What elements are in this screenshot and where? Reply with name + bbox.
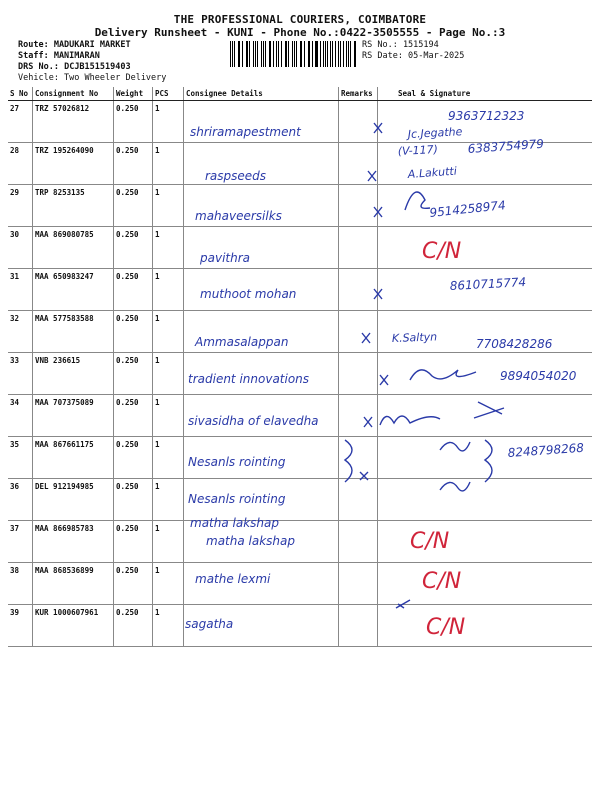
cell-signature: [378, 395, 593, 437]
cell-remarks: [339, 269, 378, 311]
cell-signature: [378, 311, 593, 353]
barcode-bar: [249, 41, 250, 67]
cell-consignee: [184, 143, 339, 185]
handwritten-name: muthoot mohan: [200, 287, 297, 301]
cell-signature: [378, 605, 593, 647]
col-consignee: Consignee Details: [184, 87, 339, 101]
cell-consignee: [184, 269, 339, 311]
cell-consignee: [184, 311, 339, 353]
barcode-bar: [239, 41, 240, 67]
barcode-bar: [330, 41, 331, 67]
cell-sno: 28: [8, 143, 33, 185]
table-row: [8, 437, 592, 479]
cell-weight: 0.250: [114, 185, 153, 227]
cell-pcs: 1: [153, 563, 184, 605]
cell-pcs: 1: [153, 395, 184, 437]
cell-sno: 35: [8, 437, 33, 479]
cell-consignee: [184, 353, 339, 395]
handwritten-name: raspseeds: [205, 169, 267, 183]
drs-label: DRS No.:: [18, 62, 59, 72]
table-row: [8, 563, 592, 605]
cell-consignee: [184, 563, 339, 605]
cell-pcs: 1: [153, 605, 184, 647]
cell-sno: 38: [8, 563, 33, 605]
runsheet-subtitle: Delivery Runsheet - KUNI - Phone No.:0422-3505555 - Page No.:3: [94, 26, 506, 39]
cell-remarks: [339, 437, 378, 479]
cn-mark: C/N: [426, 615, 466, 640]
cell-signature: [378, 101, 593, 143]
table-row: [8, 269, 592, 311]
handwritten-name: matha lakshap: [190, 516, 279, 530]
cell-pcs: 1: [153, 101, 184, 143]
company-title: THE PROFESSIONAL COURIERS, COIMBATORE: [173, 13, 427, 26]
col-consignment: Consignment No: [33, 87, 114, 101]
handwritten-signature: (V-117): [397, 142, 439, 158]
cell-weight: 0.250: [114, 437, 153, 479]
barcode-bar: [278, 41, 279, 67]
handwritten-signature: K.Saltyn: [391, 330, 438, 345]
cell-sno: 27: [8, 101, 33, 143]
barcode-bar: [340, 41, 341, 67]
barcode-bar: [304, 41, 305, 67]
cell-weight: 0.250: [114, 563, 153, 605]
cell-pcs: 1: [153, 521, 184, 563]
col-pcs: PCS: [153, 87, 184, 101]
cell-weight: 0.250: [114, 227, 153, 269]
cell-consignment: MAA 577583588: [33, 311, 114, 353]
cell-signature: [378, 563, 593, 605]
barcode-bar: [296, 41, 297, 67]
cell-sno: 36: [8, 479, 33, 521]
barcode-bar: [292, 41, 293, 67]
cell-consignment: TRZ 57026812: [33, 101, 114, 143]
cell-signature: [378, 521, 593, 563]
cell-consignment: MAA 866985783: [33, 521, 114, 563]
cell-consignment: DEL 912194985: [33, 479, 114, 521]
handwritten-phone: 8610715774: [449, 275, 527, 293]
cell-signature: [378, 227, 593, 269]
cell-pcs: 1: [153, 143, 184, 185]
table-row: [8, 521, 592, 563]
table-row: [8, 605, 592, 647]
handwritten-name: shriramapestment: [190, 125, 301, 139]
handwritten-name: matha lakshap: [206, 534, 295, 548]
cell-consignment: TRZ 195264090: [33, 143, 114, 185]
staff-label: Staff: MANIMARAN: [18, 51, 100, 61]
cell-weight: 0.250: [114, 479, 153, 521]
col-weight: Weight: [114, 87, 153, 101]
cell-weight: 0.250: [114, 269, 153, 311]
cell-sno: 32: [8, 311, 33, 353]
cell-weight: 0.250: [114, 353, 153, 395]
cell-pcs: 1: [153, 269, 184, 311]
handwritten-phone: 9894054020: [500, 369, 577, 383]
cell-remarks: [339, 563, 378, 605]
cell-consignee: [184, 479, 339, 521]
cell-pcs: 1: [153, 311, 184, 353]
cell-consignee: [184, 227, 339, 269]
cell-consignment: VNB 236615: [33, 353, 114, 395]
cell-consignee: [184, 395, 339, 437]
barcode: [230, 41, 358, 67]
cell-signature: [378, 437, 593, 479]
col-remarks: Remarks: [339, 87, 378, 101]
barcode-bar: [238, 41, 239, 67]
table-header-row: [8, 87, 592, 101]
cell-signature: [378, 353, 593, 395]
cell-weight: 0.250: [114, 311, 153, 353]
cell-weight: 0.250: [114, 143, 153, 185]
cell-consignee: [184, 185, 339, 227]
col-sno: S No: [8, 87, 33, 101]
cell-remarks: [339, 479, 378, 521]
table-row: [8, 353, 592, 395]
cell-signature: [378, 185, 593, 227]
cell-consignment: MAA 707375089: [33, 395, 114, 437]
cell-sno: 34: [8, 395, 33, 437]
consignment-table: [8, 87, 592, 647]
handwritten-name: mahaveersilks: [195, 209, 282, 223]
handwritten-phone: 9514258974: [428, 198, 507, 220]
cell-sno: 31: [8, 269, 33, 311]
handwritten-name: Nesanls rointing: [188, 492, 286, 506]
cell-pcs: 1: [153, 185, 184, 227]
cn-mark: C/N: [422, 239, 462, 264]
rs-number: RS No.: 1515194: [362, 40, 439, 50]
drs-row: [18, 62, 131, 72]
cell-remarks: [339, 101, 378, 143]
cell-signature: [378, 269, 593, 311]
handwritten-name: sivasidha of elavedha: [188, 414, 319, 428]
table-row: [8, 101, 592, 143]
cell-consignee: [184, 605, 339, 647]
barcode-bar: [338, 41, 339, 67]
barcode-bar: [230, 41, 231, 67]
handwritten-signature: A.Lakutti: [407, 164, 458, 181]
cell-remarks: [339, 185, 378, 227]
barcode-bar: [257, 41, 258, 67]
cell-weight: 0.250: [114, 101, 153, 143]
cell-remarks: [339, 143, 378, 185]
cell-consignment: MAA 650983247: [33, 269, 114, 311]
handwritten-name: Nesanls rointing: [188, 455, 286, 469]
cell-pcs: 1: [153, 479, 184, 521]
cell-consignee: [184, 521, 339, 563]
handwritten-name: pavithra: [200, 251, 251, 265]
cell-remarks: [339, 353, 378, 395]
cell-weight: 0.250: [114, 605, 153, 647]
barcode-bar: [273, 41, 274, 67]
cell-consignee: [184, 101, 339, 143]
barcode-bar: [323, 41, 324, 67]
cell-sno: 29: [8, 185, 33, 227]
cell-pcs: 1: [153, 227, 184, 269]
barcode-bar: [253, 41, 254, 67]
cell-consignment: TRP 8253135: [33, 185, 114, 227]
cell-remarks: [339, 227, 378, 269]
handwritten-name: mathe lexmi: [195, 572, 271, 586]
cell-pcs: 1: [153, 437, 184, 479]
table-row: [8, 479, 592, 521]
cell-signature: [378, 143, 593, 185]
rs-date: RS Date: 05-Mar-2025: [362, 51, 465, 61]
cn-mark: C/N: [422, 569, 462, 594]
cell-consignment: MAA 869080785: [33, 227, 114, 269]
route-label: Route: MADUKARI MARKET: [18, 40, 131, 50]
barcode-bar: [308, 41, 309, 67]
cell-pcs: 1: [153, 353, 184, 395]
cn-mark: C/N: [410, 529, 450, 554]
cell-sno: 37: [8, 521, 33, 563]
cell-sno: 33: [8, 353, 33, 395]
vehicle-label: Vehicle: Two Wheeler Delivery: [18, 73, 167, 83]
handwritten-phone: 7708428286: [476, 337, 553, 351]
handwritten-name: sagatha: [185, 617, 234, 631]
handwritten-phone: 9363712323: [448, 109, 525, 123]
handwritten-signature: Jc.Jegathe: [407, 125, 463, 141]
cell-remarks: [339, 395, 378, 437]
barcode-bar: [348, 41, 349, 67]
table-row: [8, 185, 592, 227]
cell-weight: 0.250: [114, 521, 153, 563]
drs-number: DCJB151519403: [64, 62, 131, 72]
barcode-bar: [316, 41, 317, 67]
handwritten-name: Ammasalappan: [195, 335, 289, 349]
cell-consignee: [184, 437, 339, 479]
table-row: [8, 143, 592, 185]
table-row: [8, 395, 592, 437]
table-row: [8, 311, 592, 353]
cell-remarks: [339, 521, 378, 563]
handwritten-name: tradient innovations: [188, 372, 310, 386]
handwritten-phone: 6383754979: [467, 136, 545, 156]
barcode-bar: [281, 41, 282, 67]
cell-weight: 0.250: [114, 395, 153, 437]
table-row: [8, 227, 592, 269]
barcode-bar: [355, 41, 356, 67]
cell-remarks: [339, 311, 378, 353]
cell-sno: 39: [8, 605, 33, 647]
cell-remarks: [339, 605, 378, 647]
cell-consignment: KUR 1000607961: [33, 605, 114, 647]
cell-consignment: MAA 867661175: [33, 437, 114, 479]
cell-sno: 30: [8, 227, 33, 269]
barcode-bar: [265, 41, 266, 67]
handwritten-phone: 8248798268: [507, 440, 585, 460]
col-signature: Seal & Signature: [378, 87, 593, 101]
cell-consignment: MAA 868536899: [33, 563, 114, 605]
cell-signature: [378, 479, 593, 521]
